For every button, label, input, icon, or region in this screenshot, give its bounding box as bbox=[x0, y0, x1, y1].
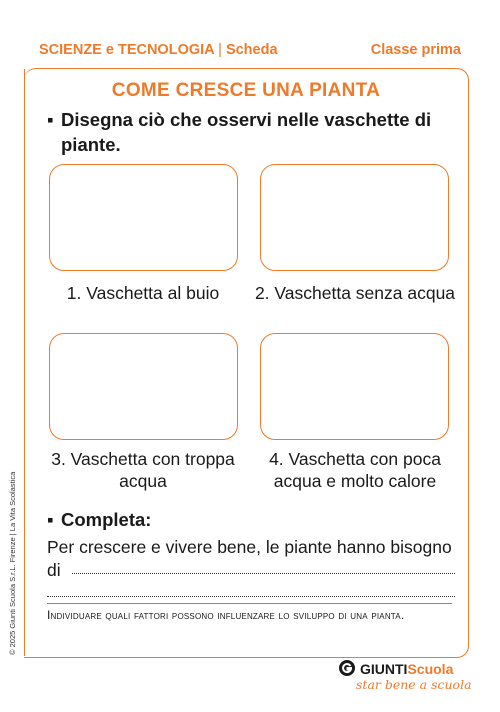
subject-label: SCIENZE e TECNOLOGIA bbox=[39, 42, 215, 58]
drawing-caption-2: 2. Vaschetta senza acqua bbox=[254, 283, 456, 303]
sheet-label: Scheda bbox=[225, 42, 278, 58]
grade-label: Classe prima bbox=[370, 42, 461, 58]
copyright-note: © 2025 Giunti Scuola S.r.L. Firenze | La Vita Scolastica bbox=[8, 471, 17, 655]
learning-objective: Individuare quali fattori possono influenzare lo sviluppo di una pianta. bbox=[47, 608, 405, 622]
drawing-caption-4: 4. Vaschetta con poca acqua e molto calore bbox=[269, 449, 441, 491]
bullet-icon: ▪ bbox=[47, 109, 54, 130]
drawing-instruction bbox=[47, 107, 437, 157]
complete-label: Completa: bbox=[61, 509, 152, 530]
giunti-g-logo-icon bbox=[338, 659, 356, 677]
drawing-box-2[interactable] bbox=[260, 164, 449, 271]
worksheet-title: COME CRESCE UNA PIANTA bbox=[111, 80, 381, 101]
header-left bbox=[39, 42, 278, 58]
drawing-box-4[interactable] bbox=[260, 333, 449, 440]
logo-brand-a: GIUNTI bbox=[360, 661, 408, 677]
complete-heading bbox=[47, 509, 151, 531]
worksheet-frame-left-edge bbox=[24, 80, 25, 656]
drawing-box-1[interactable] bbox=[49, 164, 238, 271]
header-separator: | bbox=[218, 42, 222, 58]
drawing-box-3[interactable] bbox=[49, 333, 238, 440]
answer-line-1[interactable] bbox=[72, 573, 455, 574]
bullet-icon: ▪ bbox=[47, 509, 54, 530]
complete-sentence: Per crescere e vivere bene, le piante hanno bisogno di bbox=[47, 537, 452, 580]
answer-line-2[interactable] bbox=[47, 596, 455, 597]
logo-brand bbox=[360, 661, 453, 677]
drawing-caption-1: 1. Vaschetta al buio bbox=[66, 283, 220, 303]
page-header bbox=[39, 42, 461, 62]
logo-tagline: star bene a scuola bbox=[356, 677, 472, 692]
giunti-scuola-logo bbox=[338, 659, 472, 695]
logo-brand-b: Scuola bbox=[407, 661, 454, 677]
instruction-text: Disegna ciò che osservi nelle vaschette di piante. bbox=[61, 109, 432, 155]
divider bbox=[47, 603, 452, 604]
drawing-caption-3: 3. Vaschetta con troppa acqua bbox=[51, 449, 235, 491]
